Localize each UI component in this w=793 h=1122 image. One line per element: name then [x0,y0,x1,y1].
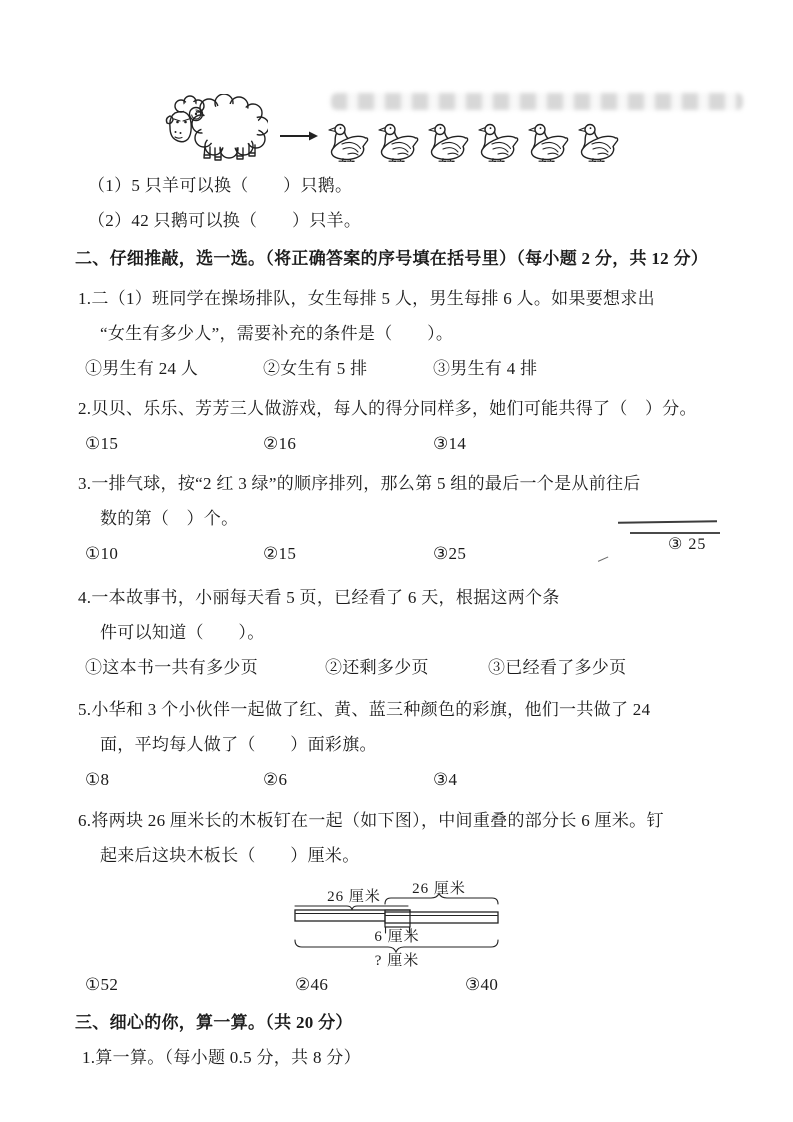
question-line: 6.将两块 26 厘米长的木板钉在一起（如下图），中间重叠的部分长 6 厘米。钉 [78,811,664,830]
option: ①10 [85,544,119,563]
goose-icon [328,122,370,162]
section2-header: 二、仔细推敲，选一选。（将正确答案的序号填在括号里）（每小题 2 分，共 12 分） [75,249,709,268]
question-line: “女生有多少人”，需要补充的条件是（ ）。 [100,324,454,343]
option: ②15 [263,544,297,563]
option: ③14 [433,434,467,453]
option: ③男生有 4 排 [433,359,538,378]
question-line: 3.一排气球，按“2 红 3 绿”的顺序排列，那么第 5 组的最后一个是从前往后 [78,474,641,493]
option: ①15 [85,434,119,453]
diagram-overlap-label: 6 厘米 [374,929,420,945]
question-line: 面，平均每人做了（ ）面彩旗。 [100,735,377,754]
question-line: 5.小华和 3 个小伙伴一起做了红、黄、蓝三种颜色的彩旗，他们一共做了 24 [78,700,651,719]
option: ③40 [465,975,499,994]
question-line: 起来后这块木板长（ ）厘米。 [100,846,360,865]
question-4 [72,580,753,685]
option: ①52 [85,975,119,994]
answer-mark [618,512,726,556]
option: ③4 [433,770,458,789]
answer-mark-line [618,520,717,524]
goose-icon [378,122,420,162]
option: ②46 [295,975,329,994]
options-row [72,351,753,386]
question-2 [72,391,753,461]
question-line: 2.贝贝、乐乐、芳芳三人做游戏，每人的得分同样多，她们可能共得了（ ）分。 [78,399,697,418]
geese-row [328,122,620,162]
option: ①8 [85,770,110,789]
option: ②6 [263,770,288,789]
answer-mark-text: ③ 25 [668,536,707,553]
diagram-total-label: ? 厘米 [374,953,420,967]
section3-header: 三、细心的你，算一算。（共 20 分） [75,1013,353,1032]
diagram-right-label: 26 厘米 [412,881,466,897]
watermark-artifact [331,93,743,110]
question-line: 数的第（ ）个。 [100,509,239,528]
options-row [72,967,753,1002]
board-diagram [293,877,503,967]
options-row [72,762,753,797]
sheep-icon [163,94,268,162]
option: ②还剩多少页 [325,658,429,677]
option: ②女生有 5 排 [263,359,368,378]
question-1 [72,281,753,386]
option: ①男生有 24 人 [85,359,199,378]
option: ③已经看了多少页 [488,658,627,677]
goose-icon [578,122,620,162]
section3-item1: 1.算一算。（每小题 0.5 分，共 8 分） [82,1048,361,1067]
question-6 [72,803,753,1002]
option: ①这本书一共有多少页 [85,658,258,677]
question-line: 4.一本故事书，小丽每天看 5 页，已经看了 6 天，根据这两个条 [78,588,560,607]
question-line: 1.二（1）班同学在操场排队，女生每排 5 人，男生每排 6 人。如果要想求出 [78,289,655,308]
options-row [72,650,753,685]
question-line: 件可以知道（ ）。 [100,623,265,642]
option: ③25 [433,544,467,563]
goose-icon [478,122,520,162]
subquestion-2: （2）42 只鹅可以换（ ）只羊。 [88,211,362,230]
goose-icon [528,122,570,162]
option: ②16 [263,434,297,453]
options-row [72,426,753,461]
diagram-left-label: 26 厘米 [327,889,381,905]
exchange-illustration [163,93,753,162]
goose-icon [428,122,470,162]
subquestion-1: （1）5 只羊可以换（ ）只鹅。 [88,176,353,195]
right-arrow-icon [280,130,318,142]
question-5 [72,692,753,797]
